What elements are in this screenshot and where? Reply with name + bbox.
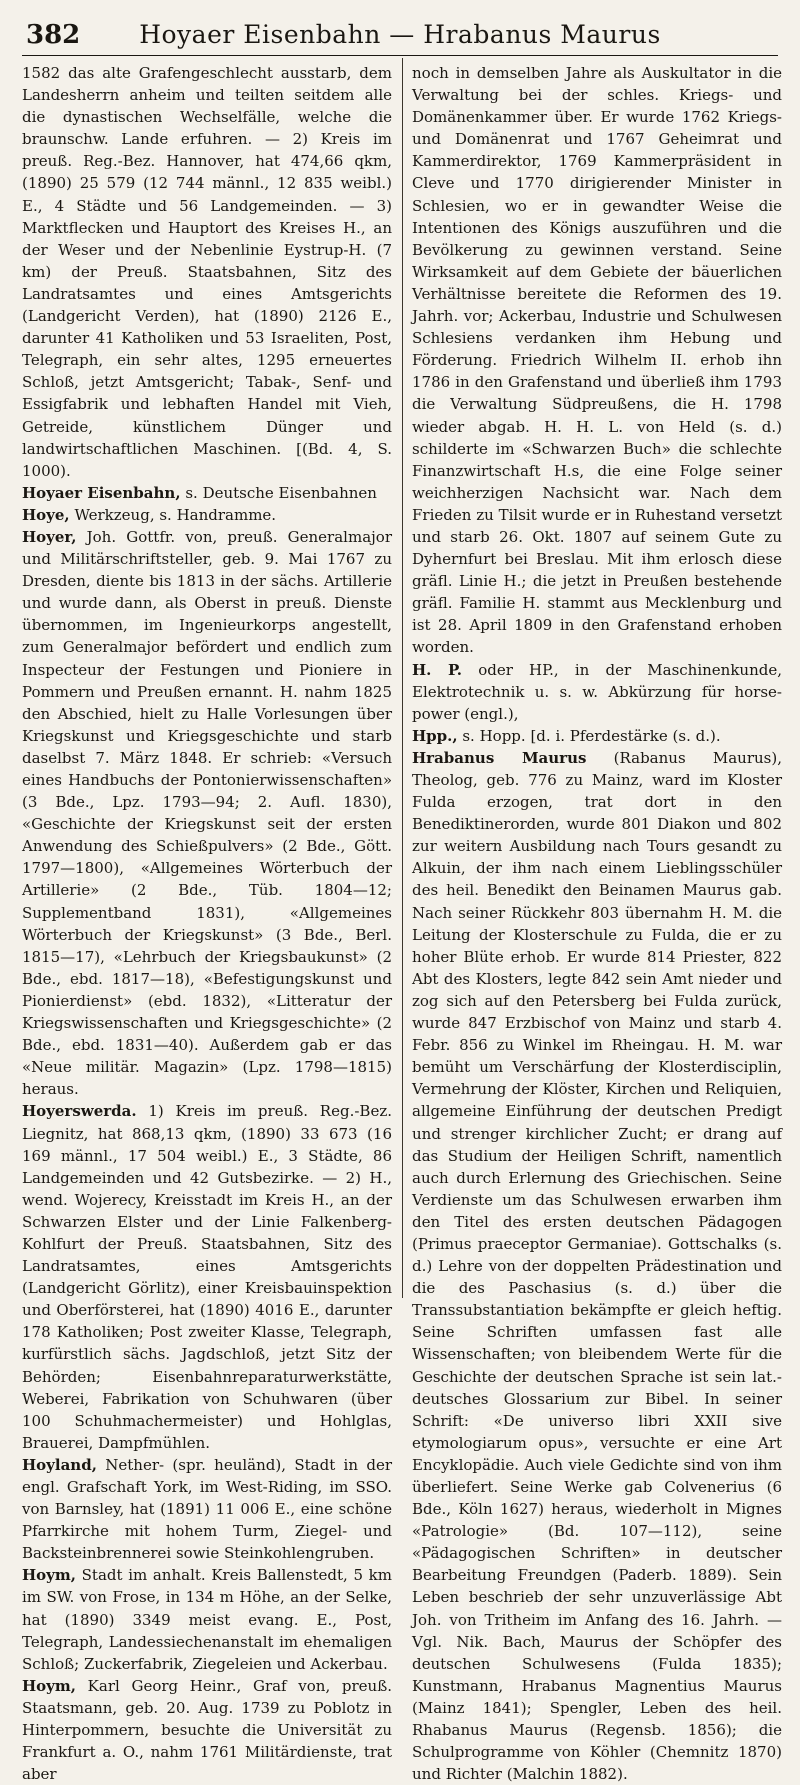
lexicon-entry <box>22 1675 392 1785</box>
left-column <box>22 62 392 1785</box>
lexicon-entry <box>22 1454 392 1564</box>
entry-headword: Hrabanus Maurus <box>412 748 587 767</box>
entry-headword: Hoyland, <box>22 1455 97 1474</box>
entry-text: Karl Georg Heinr., Graf von, preuß. Staatsmann, geb. 20. Aug. 1739 zu Poblotz in Hinterpommern, besuchte die Universität zu Frankfurt a. O., nahm 1761 Militärdienste, trat aber <box>22 1676 392 1784</box>
lexicon-entry <box>22 62 392 482</box>
column-divider <box>402 58 403 1298</box>
entry-text: Werkzeug, s. Handramme. <box>69 505 277 524</box>
entry-text: (Rabanus Maurus), Theolog, geb. 776 zu Mainz, ward im Kloster Fulda erzogen, trat dort in den Benediktinerorden, wurde 801 Diakon und 802 zur weitern Ausbildung nach Tours gesandt zu Alkuin, der ihm nach einem Lieblingsschüler des heil. Benedikt den Beinamen Maurus gab. Nach seiner Rückkehr 803 übernahm H. M. die Leitung der Klosterschule zu Fulda, die er zu hoher Blüte erhob. Er wurde 814 Priester, 822 Abt des Klosters, legte 842 sein Amt nieder und zog sich auf den Petersberg bei Fulda zurück, wurde 847 Erzbischof von Mainz und starb 4. Febr. 856 zu Winkel im Rheingau. H. M. war bemüht um Verschärfung der Klosterdisciplin, Vermehrung der Klöster, Kirchen und Reliquien, allgemeine Einführung der deutschen Predigt und strenger kirchlicher Zucht; er drang auf das Studium der Heiligen Schrift, namentlich auch durch Erlernung des Griechischen. Seine Verdienste um das Schulwesen erwarben ihm den Titel des ersten deutschen Pädagogen (Primus praeceptor Germaniae). Gottschalks (s. d.) Lehre von der doppelten Prädestination und die des Paschasius (s. d.) über die Transsubstantiation bekämpfte er gleich heftig. Seine Schriften umfassen fast alle Wissenschaften; von bleibendem Werte für die Geschichte der deutschen Sprache ist sein lat.-deutsches Glossarium zur Bibel. In seiner Schrift: «De universo libri XXII sive etymologiarum opus», versuchte er eine Art Encyklopädie. Auch viele Gedichte sind von ihm überliefert. Seine Werke gab Colvenerius (6 Bde., Köln 1627) heraus, wiederholt in Mignes «Patrologie» (Bd. 107—112), seine «Pädagogischen Schriften» in deutscher Bearbeitung Freundgen (Paderb. 1889). Sein Leben beschrieb der sehr unzuverlässige Abt Joh. von Tritheim im Anfang des 16. Jahrh. — Vgl. Nik. Bach, Maurus der Schöpfer des deutschen Schulwesens (Fulda 1835); Kunstmann, Hrabanus Magnentius Maurus (Mainz 1841); Spengler, Leben des heil. Rhabanus Maurus (Regensb. 1856); die Schulprogramme von Köhler (Chemnitz 1870) und Richter (Malchin 1882). <box>412 748 782 1784</box>
entry-text: Joh. Gottfr. von, preuß. Generalmajor und Militärschriftsteller, geb. 9. Mai 1767 zu Dresden, diente bis 1813 in der sächs. Artillerie und wurde dann, als Oberst in preuß. Dienste übernommen, im Ingenieurkorps angestellt, zum Generalmajor befördert und endlich zum Inspecteur der Festungen und Pioniere in Pommern und Preußen ernannt. H. nahm 1825 den Abschied, hielt zu Halle Vorlesungen über Kriegskunst und Kriegsgeschichte und starb daselbst 7. März 1848. Er schrieb: «Versuch eines Handbuchs der Pontonierwissenschaften» (3 Bde., Lpz. 1793—94; 2. Aufl. 1830), «Geschichte der Kriegskunst seit der ersten Anwendung des Schießpulvers» (2 Bde., Gött. 1797—1800), «Allgemeines Wörterbuch der Artillerie» (2 Bde., Tüb. 1804—12; Supplementband 1831), «Allgemeines Wörterbuch der Kriegskunst» (3 Bde., Berl. 1815—17), «Lehrbuch der Kriegsbaukunst» (2 Bde., ebd. 1817—18), «Befestigungskunst und Pionierdienst» (ebd. 1832), «Litteratur der Kriegswissenschaften und Kriegsgeschichte» (2 Bde., ebd. 1831—40). Außerdem gab er das «Neue militär. Magazin» (Lpz. 1798—1815) heraus. <box>22 527 392 1099</box>
entry-headword: Hoym, <box>22 1566 76 1585</box>
entry-headword: Hpp., <box>412 726 458 745</box>
lexicon-entry <box>412 747 782 1785</box>
entry-text: Stadt im anhalt. Kreis Ballenstedt, 5 km im SW. von Frose, in 134 m Höhe, an der Selke, hat (1890) 3349 meist evang. E., Post, Telegraph, Landessiechenanstalt im ehemaligen Schloß; Zuckerfabrik, Ziegeleien und Ackerbau. <box>22 1566 392 1673</box>
entry-text: noch in demselben Jahre als Auskultator in die Verwaltung bei der schles. Kriegs- und Domänenkammer über. Er wurde 1762 Kriegs- und Domänenrat und 1767 Geheimrat und Kammerdirektor, 1769 Kammerpräsident in Cleve und 1770 dirigierender Minister in Schlesien, wo er in gewandter Weise die Intentionen des Königs auszuführen und die Bevölkerung zu gewinnen verstand. Seine Wirksamkeit auf dem Gebiete der bäuerlichen Verhältnisse bereitete die Reformen des 19. Jahrh. vor; Ackerbau, Industrie und Schulwesen Schlesiens verdanken ihm Hebung und Förderung. Friedrich Wilhelm II. erhob ihn 1786 in den Grafenstand und überließ ihm 1793 die Verwaltung Südpreußens, die H. 1798 wieder abgab. H. H. L. von Held (s. d.) schilderte im «Schwarzen Buch» die schlechte Finanzwirtschaft H.s, die eine Folge seiner weichherzigen Nachsicht war. Nach dem Frieden zu Tilsit wurde er in Ruhestand versetzt und starb 26. Okt. 1807 auf seinem Gute zu Dyhernfurt bei Breslau. Mit ihm erlosch diese gräfl. Linie H.; die jetzt in Preußen bestehende gräfl. Familie H. stammt aus Mecklenburg und ist 28. April 1809 in den Grafenstand erhoben worden. <box>412 64 782 657</box>
entry-headword: Hoyer, <box>22 527 77 546</box>
entry-headword: Hoyerswerda. <box>22 1102 137 1121</box>
lexicon-entry <box>412 62 782 659</box>
lexicon-entry <box>22 526 392 1100</box>
entry-text: oder HP., in der Maschinenkunde, Elektrotechnik u. s. w. Abkürzung für horse-power (engl.), <box>412 660 782 723</box>
entry-text: s. Hopp. [d. i. Pferdestärke (s. d.). <box>457 726 721 745</box>
entry-headword: Hoym, <box>22 1676 76 1695</box>
lexicon-entry <box>22 482 392 504</box>
header-rule <box>22 55 778 56</box>
entry-text: 1) Kreis im preuß. Reg.-Bez. Liegnitz, hat 868,13 qkm, (1890) 33 673 (16 169 männl., 17 504 weibl.) E., 3 Städte, 86 Landgemeinden und 42 Gutsbezirke. — 2) H., wend. Wojerecy, Kreisstadt im Kreis H., an der Schwarzen Elster und der Linie Falkenberg-Kohlfurt der Preuß. Staatsbahnen, Sitz des Landratsamtes, eines Amtsgerichts (Landgericht Görlitz), einer Kreisbauinspektion und Oberförsterei, hat (1890) 4016 E., darunter 178 Katholiken; Post zweiter Klasse, Telegraph, kurfürstlich sächs. Jagdschloß, jetzt Sitz der Behörden; Eisenbahnreparaturwerkstätte, Weberei, Fabrikation von Schuhwaren (über 100 Schuhmachermeister) und Hohlglas, Brauerei, Dampfmühlen. <box>22 1102 392 1452</box>
entry-text: s. Deutsche Eisenbahnen <box>180 483 377 502</box>
running-head: Hoyaer Eisenbahn — Hrabanus Maurus <box>139 20 661 49</box>
page-number: 382 <box>26 20 81 50</box>
lexicon-entry <box>412 659 782 725</box>
text-columns <box>22 58 782 1784</box>
page-header <box>22 14 778 58</box>
entry-headword: Hoyaer Eisenbahn, <box>22 483 181 502</box>
entry-headword: H. P. <box>412 660 463 679</box>
entry-headword: Hoye, <box>22 505 70 524</box>
entry-text: 1582 das alte Grafengeschlecht ausstarb, dem Landesherrn anheim und teilten seitdem alle die dynastischen Wechselfälle, welche die braunschw. Lande erfuhren. — 2) Kreis im preuß. Reg.-Bez. Hannover, hat 474,66 qkm, (1890) 25 579 (12 744 männl., 12 835 weibl.) E., 4 Städte und 56 Landgemeinden. — 3) Marktflecken und Hauptort des Kreises H., an der Weser und der Nebenlinie Eystrup-H. (7 km) der Preuß. Staatsbahnen, Sitz des Landratsamtes und eines Amtsgerichts (Landgericht Verden), hat (1890) 2126 E., darunter 41 Katholiken und 53 Israeliten, Post, Telegraph, ein sehr altes, 1295 erneuertes Schloß, jetzt Amtsgericht; Tabak-, Senf- und Essigfabrik und lebhaften Handel mit Vieh, Getreide, künstlichem Dünger und landwirtschaftlichen Maschinen. [(Bd. 4, S. 1000). <box>22 64 392 480</box>
lexicon-entry <box>22 1564 392 1674</box>
entry-text: Nether- (spr. heuländ), Stadt in der engl. Grafschaft York, im West-Riding, im SSO. von Barnsley, hat (1891) 11 006 E., eine schöne Pfarrkirche mit hohem Turm, Ziegel- und Backsteinbrennerei sowie Steinkohlengruben. <box>22 1455 392 1563</box>
lexicon-entry <box>412 725 782 747</box>
right-column <box>412 62 782 1785</box>
lexicon-entry <box>22 1100 392 1454</box>
lexicon-entry <box>22 504 392 526</box>
